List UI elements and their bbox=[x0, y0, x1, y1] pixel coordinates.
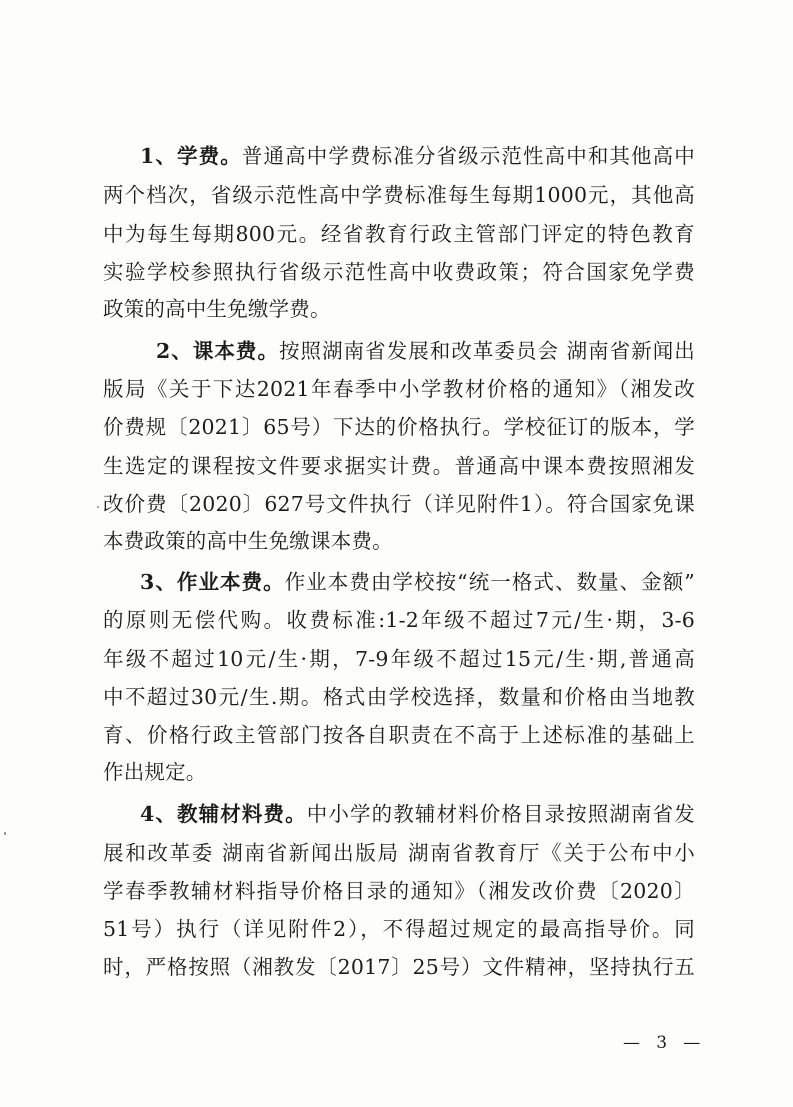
footer-dash-right: — bbox=[683, 1033, 701, 1053]
paragraph-4-line-4: 51号）执行（详见附件2），不得超过规定的最高指导价。同 bbox=[103, 917, 695, 941]
paragraph-3-line-1: 3、作业本费。作业本费由学校按“统一格式、数量、金额” bbox=[140, 570, 695, 594]
paragraph-3-lead: 3、作业本费。 bbox=[140, 570, 285, 594]
footer-dash-left: — bbox=[623, 1033, 640, 1053]
paragraph-2-line-1: 2、课本费。按照湖南省发展和改革委员会 湖南省新闻出 bbox=[156, 339, 696, 363]
paragraph-2-line-5: 改价费〔2020〕627号文件执行（详见附件1）。符合国家免课 bbox=[103, 492, 695, 516]
paragraph-4-line-2: 展和改革委 湖南省新闻出版局 湖南省教育厅《关于公布中小 bbox=[103, 841, 695, 865]
page-number: 3 bbox=[656, 1033, 668, 1053]
scan-speck bbox=[4, 832, 6, 835]
page-number-footer bbox=[623, 1032, 700, 1054]
paragraph-2-line-6: 本费政策的高中生免缴课本费。 bbox=[103, 529, 393, 553]
paragraph-3-line-6: 作出规定。 bbox=[103, 760, 207, 784]
paragraph-1-line-5: 政策的高中生免缴学费。 bbox=[103, 297, 331, 321]
paragraph-1-lead: 1、学费。 bbox=[140, 144, 242, 168]
paragraph-2-line-3: 价费规〔2021〕65号）下达的价格执行。学校征订的版本，学 bbox=[103, 415, 695, 439]
paragraph-3-line-4: 中不超过30元/生.期。格式由学校选择，数量和价格由当地教 bbox=[103, 685, 695, 709]
paragraph-4-line-1: 4、教辅材料费。中小学的教辅材料价格目录按照湖南省发 bbox=[140, 802, 695, 826]
paragraph-2-line-2: 版局《关于下达2021年春季中小学教材价格的通知》（湘发改 bbox=[103, 377, 695, 401]
paragraph-3-line-3: 年级不超过10元/生·期，7-9年级不超过15元/生·期,普通高 bbox=[103, 647, 695, 671]
paragraph-4-lead: 4、教辅材料费。 bbox=[140, 802, 307, 826]
paragraph-1-line-2: 两个档次，省级示范性高中学费标准每生每期1000元，其他高 bbox=[103, 183, 695, 207]
scan-speck bbox=[97, 506, 99, 508]
paragraph-4-line-5: 时，严格按照（湘教发〔2017〕25号）文件精神，坚持执行五 bbox=[103, 955, 695, 979]
paragraph-4-line-3: 学春季教辅材料指导价格目录的通知》（湘发改价费〔2020〕 bbox=[103, 879, 695, 903]
paragraph-3-line-5: 育、价格行政主管部门按各自职责在不高于上述标准的基础上 bbox=[103, 723, 695, 747]
paragraph-3-line-2: 的原则无偿代购。收费标准:1-2年级不超过7元/生·期，3-6 bbox=[103, 608, 695, 632]
paragraph-1-line-3: 中为每生每期800元。经省教育行政主管部门评定的特色教育 bbox=[103, 222, 695, 246]
paragraph-1-line-1: 1、学费。普通高中学费标准分省级示范性高中和其他高中 bbox=[140, 144, 695, 168]
paragraph-2-line-4: 生选定的课程按文件要求据实计费。普通高中课本费按照湘发 bbox=[103, 454, 695, 478]
paragraph-1-line-4: 实验学校参照执行省级示范性高中收费政策；符合国家免学费 bbox=[103, 260, 695, 284]
paragraph-2-lead: 2、课本费。 bbox=[156, 339, 280, 363]
